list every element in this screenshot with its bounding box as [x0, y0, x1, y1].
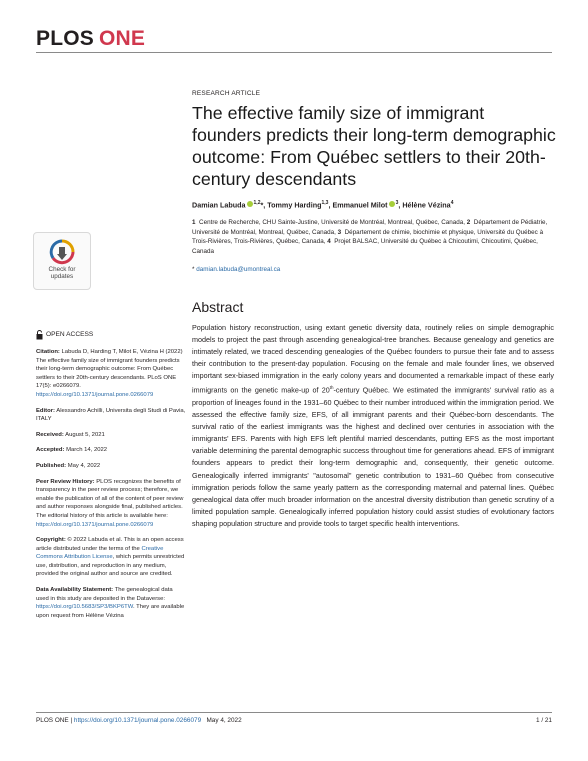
page-number: 1 / 21 [536, 717, 552, 724]
article-type: RESEARCH ARTICLE [192, 90, 261, 97]
copyright-text-2: , which permits unrestricted use, distribution, and reproduction in any medium, provided the original author and source are credited. [36, 554, 185, 578]
check-for-updates-icon [49, 239, 75, 265]
badge-line-1: Check for [48, 266, 76, 273]
open-access-row [36, 330, 186, 340]
footer-journal: PLOS ONE [36, 717, 69, 724]
editor-block [36, 407, 186, 424]
peer-review-link[interactable]: https://doi.org/10.1371/journal.pone.0266079 [36, 521, 154, 528]
affiliation-number: 3 [337, 228, 342, 236]
orcid-icon[interactable] [247, 201, 253, 207]
peer-review-text: PLOS recognizes the benefits of transparency in the peer review process; therefore, we enable the publication of all of the content of peer review and author responses alongside final, published articles. The editorial history of this article is available here: [36, 478, 184, 519]
peer-review-block [36, 478, 186, 530]
badge-line-2: updates [50, 273, 74, 281]
affiliation-number: 4 [327, 238, 331, 246]
abstract-part-1: Population history reconstruction, using extant genetic diversity data, routinely relies on simple demographic models to project the past through ascending genealogical-tree branches. Because genealogy and genetics are intimately related, we traced descending genealogies of the Québec founders to pursue their fate and to assess their contribution to the present-day population. Focusing on the female and male founder lines, we observed important sex-biased immigration in the early colony years and documented a remarkable impact of these early immigrants on the genetic make-up of 20 [192, 323, 554, 395]
data-availability-text-2: . They are available upon request from Hélène Vézina [36, 604, 185, 619]
header-divider [36, 52, 552, 53]
copyright-block [36, 536, 186, 579]
editor-label: Editor: [36, 407, 55, 414]
footer-separator: | [70, 717, 73, 724]
open-access-label: OPEN ACCESS [46, 330, 94, 338]
accepted-block [36, 446, 186, 455]
accepted-date: March 14, 2022 [66, 447, 108, 454]
affiliation-number: 1 [192, 219, 196, 226]
citation-label: Citation: [36, 349, 60, 355]
author-affil-sup: 1,3 [321, 200, 329, 206]
abstract-text [192, 322, 554, 530]
journal-logo [36, 27, 145, 51]
abstract-part-2: -century Québec. We estimated the immigrants' survival ratio as a proportion of lineages found in the 1931–60 Québec to their number introduced within the immigration period. We assessed the effective family size, EFS, of all immigrant parents and their Québec-born descendants. The survival ratio of the earliest immigrants was the highest and declined over centuries in association with the immigrants' EFS. Parents with high EFS left plentiful married descendants, putting EFS as the most important variable determining the parental demographic success throughout time for generations ahead. EFS of immigrant founders appears to predict their long-term demographic and, consequently, their genetic outcome. Genealogically inferred immigrants' "autosomal" genetic contribution to 1931–60 Québec from consecutive immigration periods follow the same yearly pattern as the corresponding maternal and paternal lines. Québec genealogical data offer much broader information on the ancestral diversity distribution than genetic scrutiny of a limited population sample. Genealogically inferred population history could assist studies of evolutionary factors shaping population structure and provide tools to target specific health interventions. [192, 385, 554, 528]
abstract-heading: Abstract [192, 299, 244, 315]
author-affil-sup: 4 [450, 200, 454, 206]
editor-text: Alessandro Achilli, Universita degli Studi di Pavia, ITALY [36, 407, 186, 423]
received-label: Received: [36, 431, 64, 438]
abstract-superscript: th [329, 385, 334, 391]
author-name[interactable]: Damian Labuda [192, 200, 246, 210]
author-affil-sup: 1,2 [253, 200, 261, 206]
author-name[interactable]: Hélène Vézina [402, 200, 451, 210]
author-list: Damian Labuda $^{1,2}$*, Tommy Harding$^{1,3}$, Emmanuel Milot $^3$, Hélène Vézina$^4$ [192, 200, 454, 210]
open-lock-icon [36, 330, 43, 340]
author-name[interactable]: Emmanuel Milot [332, 200, 388, 210]
article-title: The effective family size of immigrant founders predicts their long-term demographic outcome: From Québec settlers to their 20th-century descendants [192, 103, 556, 189]
email-star: * [192, 266, 195, 273]
corresponding-star: * [260, 200, 264, 210]
page-footer [36, 717, 242, 724]
author-name[interactable]: Tommy Harding [267, 200, 322, 210]
received-block [36, 431, 186, 440]
affiliation-text: Département de chimie, biochimie et physique, Université du Québec à Trois-Rivières, Trois-Rivières, Québec, Canada, [192, 228, 544, 246]
dataverse-link[interactable]: https://doi.org/10.5683/SP3/BKP6TW [36, 604, 133, 611]
affiliation-text: Centre de Recherche, CHU Sainte-Justine, Université de Montréal, Montreal, Québec, Canada, [199, 219, 466, 226]
footer-date: May 4, 2022 [206, 717, 242, 724]
data-availability-block [36, 586, 186, 620]
data-availability-label: Data Availability Statement: [36, 587, 114, 594]
logo-plos: PLOS [36, 27, 94, 50]
published-block [36, 462, 186, 471]
affiliation-number: 2 [466, 219, 471, 226]
license-link[interactable]: Creative Commons Attribution License [36, 545, 164, 561]
citation-text: Labuda D, Harding T, Milot E, Vézina H (2022) The effective family size of immigrant founders predicts their long-term demographic outcome: From Québec settlers to their 20th-century descendants. PLoS ONE 17(5): e0266079. [36, 349, 183, 390]
footer-doi-link[interactable]: https://doi.org/10.1371/journal.pone.0266079 [73, 717, 202, 724]
citation-block [36, 348, 186, 400]
copyright-text: © 2022 Labuda et al. This is an open access article distributed under the terms of the [36, 537, 184, 552]
corresponding-email [192, 266, 280, 273]
article-info-sidebar [36, 330, 186, 627]
footer-divider [36, 712, 552, 713]
badge-label [34, 266, 90, 281]
logo-one: ONE [98, 27, 146, 50]
affiliation-text: Projet BALSAC, Université du Québec à Chicoutimi, Chicoutimi, Québec, Canada [192, 238, 538, 255]
email-link[interactable]: damian.labuda@umontreal.ca [196, 266, 281, 273]
check-for-updates-badge[interactable] [33, 232, 91, 290]
published-label: Published: [36, 462, 67, 469]
data-availability-text: The genealogical data used in this study are deposited in the Dataverse: [36, 587, 173, 602]
peer-review-label: Peer Review History: [36, 478, 95, 485]
received-date: August 5, 2021 [65, 431, 105, 438]
accepted-label: Accepted: [36, 447, 65, 454]
citation-link[interactable]: https://doi.org/10.1371/journal.pone.0266079 [36, 391, 154, 398]
affiliation-list [192, 218, 552, 256]
affiliation-text: Département de Pédiatrie, Université de Montréal, Montreal, Québec, Canada, [192, 219, 548, 236]
published-date: May 4, 2022 [67, 462, 101, 469]
orcid-icon[interactable] [389, 201, 395, 207]
copyright-label: Copyright: [36, 537, 66, 544]
author-affil-sup: 3 [395, 200, 399, 206]
